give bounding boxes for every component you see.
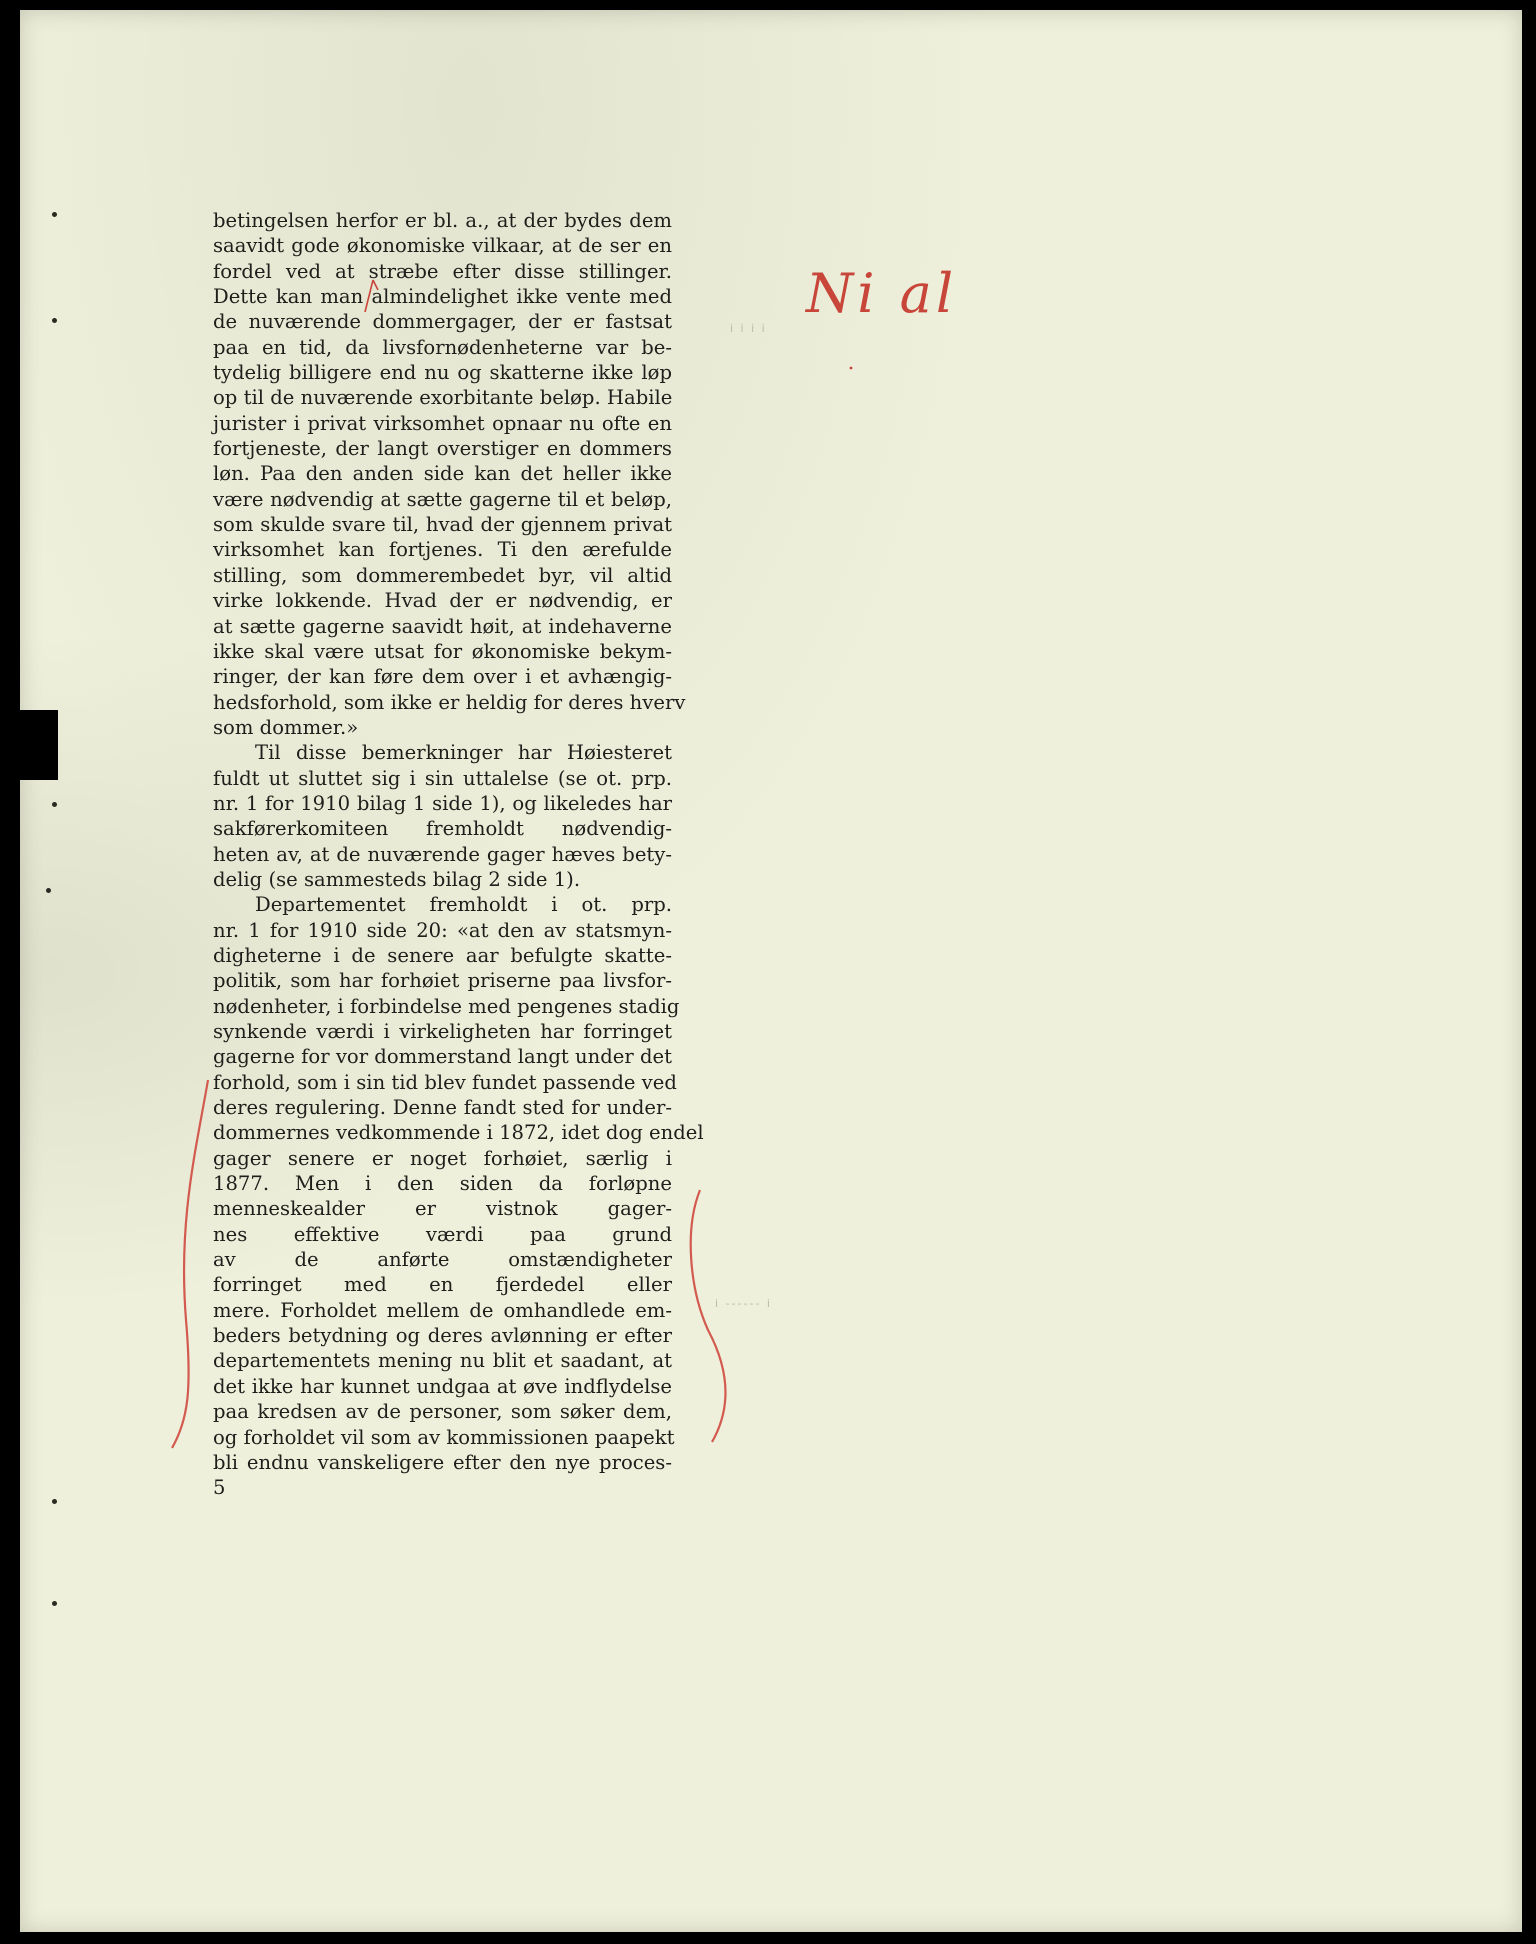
- text-line: tydelig billigere end nu og skatterne ikke løp: [213, 361, 672, 385]
- text-line: være nødvendig at sætte gagerne til et beløp,: [213, 487, 672, 511]
- text-line: virksomhet kan fortjenes. Ti den ærefulde: [213, 538, 672, 562]
- text-line: gagerne for vor dommerstand langt under det: [213, 1045, 672, 1069]
- text-line: og forholdet vil som av kommissionen paapekt: [213, 1425, 675, 1449]
- text-line: forringet med en fjerdedel eller: [213, 1273, 672, 1297]
- text-line: gager senere er noget forhøiet, særlig i: [213, 1146, 672, 1170]
- text-line: virke lokkende. Hvad der er nødvendig, er: [213, 589, 672, 613]
- text-line: hedsforhold, som ikke er heldig for deres hverv: [213, 690, 686, 714]
- faint-pencil-note-2: i ------ i: [715, 1297, 772, 1310]
- text-line: politik, som har forhøiet priserne paa livsfor-: [213, 969, 672, 993]
- text-line: det ikke har kunnet undgaa at øve indflydelse: [213, 1374, 672, 1398]
- text-line: paa kredsen av de personer, som søker dem,: [213, 1400, 672, 1424]
- punch-hole-3: [52, 802, 57, 807]
- handwritten-note: Ni al: [806, 262, 958, 325]
- text-line: betingelsen herfor er bl. a., at der bydes dem: [213, 209, 672, 232]
- text-line: mere. Forholdet mellem de omhandlede em-: [213, 1298, 672, 1322]
- text-line: forhold, som i sin tid blev fundet passende ved: [213, 1070, 677, 1094]
- text-line: dommernes vedkommende i 1872, idet dog endel: [213, 1121, 704, 1145]
- text-line: jurister i privat virksomhet opnaar nu ofte en: [213, 411, 672, 435]
- text-line: synkende værdi i virkeligheten har forringet: [213, 1020, 672, 1043]
- text-line: som skulde svare til, hvad der gjennem privat: [213, 513, 672, 537]
- text-line: saavidt gode økonomiske vilkaar, at de ser en: [213, 234, 672, 258]
- punch-hole-4: [46, 888, 51, 893]
- text-line: fordel ved at stræbe efter disse stillinger.: [213, 259, 672, 283]
- text-line: at sætte gagerne saavidt høit, at indehaverne: [213, 614, 672, 638]
- text-line: digheterne i de senere aar befulgte skatte-: [213, 943, 672, 967]
- text-line: de nuværende dommergager, der er fastsat: [213, 310, 672, 334]
- punch-hole-6: [52, 1601, 57, 1606]
- text-line: departementets mening nu blit et saadant, at: [213, 1349, 672, 1373]
- text-line: ikke skal være utsat for økonomiske bekym-: [213, 639, 672, 663]
- text-line: fuldt ut sluttet sig i sin uttalelse (se ot. prp.: [213, 766, 672, 790]
- faint-pencil-note-1: i i i i: [730, 322, 767, 335]
- text-line: sakførerkomiteen fremholdt nødvendig-: [213, 817, 672, 841]
- text-line: som dommer.»: [213, 715, 359, 739]
- text-line: 1877. Men i den siden da forløpne: [213, 1172, 672, 1196]
- torn-edge: [20, 710, 58, 780]
- paragraph-lines: [213, 208, 704, 1475]
- text-line: av de anførte omstændigheter: [213, 1248, 672, 1272]
- text-line: Til disse bemerkninger har Høiesteret: [255, 741, 672, 765]
- text-line: beders betydning og deres avlønning er efter: [213, 1324, 672, 1348]
- text-line: menneskealder er vistnok gager-: [213, 1197, 672, 1221]
- text-line: fortjeneste, der langt overstiger en dommers: [213, 437, 672, 461]
- text-line: paa en tid, da livsfornødenheterne var be-: [213, 335, 672, 359]
- text-line: nødenheter, i forbindelse med pengenes stadig: [213, 994, 680, 1018]
- text-line: løn. Paa den anden side kan det heller ikke: [213, 462, 672, 486]
- text-line: stilling, som dommerembedet byr, vil altid: [213, 563, 672, 587]
- text-column: [213, 208, 704, 1501]
- text-line: Dette kan man almindelighet ikke vente med: [213, 285, 672, 309]
- text-line: nr. 1 for 1910 side 20: «at den av statsmyn-: [213, 918, 672, 942]
- punch-hole-1: [52, 212, 57, 217]
- page-number: 5: [213, 1476, 226, 1500]
- text-line: op til de nuværende exorbitante beløp. Habile: [213, 386, 673, 410]
- text-line: nes effektive værdi paa grund: [213, 1222, 672, 1246]
- text-line: delig (se sammesteds bilag 2 side 1).: [213, 867, 581, 891]
- text-line: ringer, der kan føre dem over i et avhængig-: [213, 665, 672, 689]
- text-line: deres regulering. Denne fandt sted for under-: [213, 1096, 672, 1120]
- punch-hole-5: [52, 1499, 57, 1504]
- punch-hole-2: [52, 318, 57, 323]
- text-line: heten av, at de nuværende gager hæves bety-: [213, 842, 672, 866]
- text-line: Departementet fremholdt i ot. prp.: [255, 893, 672, 917]
- text-line: bli endnu vanskeligere efter den nye proces-: [213, 1450, 672, 1474]
- text-line: nr. 1 for 1910 bilag 1 side 1), og likeledes har: [213, 791, 672, 815]
